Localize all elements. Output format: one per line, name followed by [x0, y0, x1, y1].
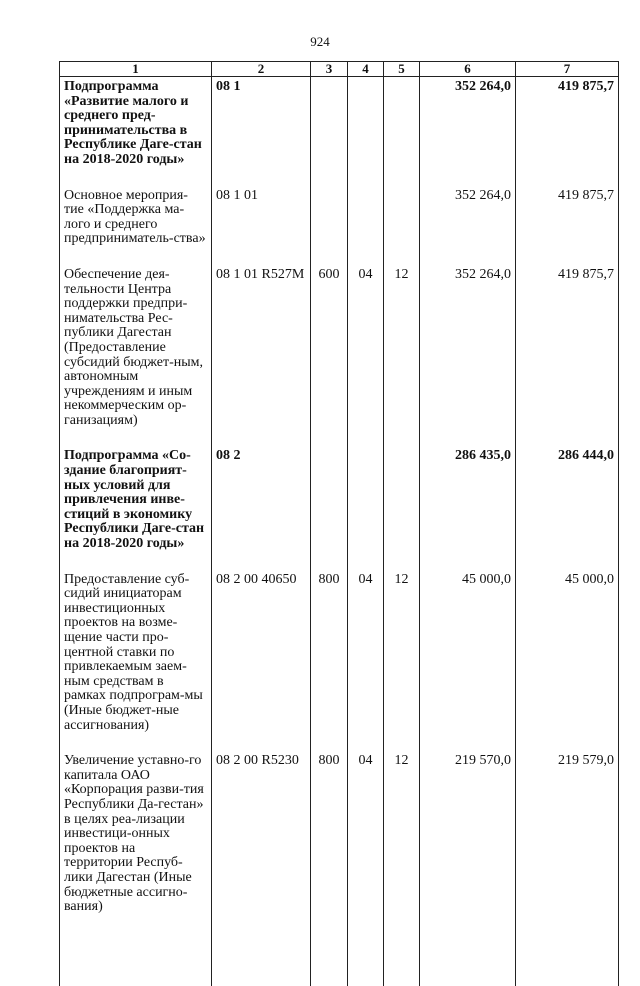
- row-value-6: 45 000,0: [420, 570, 516, 752]
- column-header: 2: [212, 62, 311, 77]
- row-value-7: 419 875,7: [516, 186, 619, 265]
- row-name: Подпрограмма «Развитие малого и среднего пред-принимательства в Республике Даге-стан на 2018-2020 годы»: [60, 77, 212, 186]
- row-col3: [311, 446, 348, 569]
- column-header: 7: [516, 62, 619, 77]
- row-col5: [384, 77, 420, 186]
- row-col3: 800: [311, 570, 348, 752]
- column-header: 3: [311, 62, 348, 77]
- row-code: 08 2 00 40650: [212, 570, 311, 752]
- row-value-7: 419 875,7: [516, 77, 619, 186]
- row-col5: [384, 446, 420, 569]
- row-code: 08 1 01 R527M: [212, 265, 311, 447]
- row-name: Основное мероприя-тие «Поддержка ма-лого и среднего предприниматель-ства»: [60, 186, 212, 265]
- row-col3: [311, 77, 348, 186]
- row-name: Предоставление суб-сидий инициаторам инвестиционных проектов на возме-щение части про-центной ставки по привлекаемым заем-ным средствам в рамках подпрограм-мы (Иные бюджет-ные ассигнования): [60, 570, 212, 752]
- row-col5: 12: [384, 570, 420, 752]
- row-col5: 12: [384, 265, 420, 447]
- row-col4: [348, 446, 384, 569]
- table-row: [60, 446, 619, 569]
- row-name: Увеличение уставно-го капитала ОАО «Корпорация разви-тия Республики Да-гестан» в целях реа-лизации инвестици-онных проектов на территории Респуб-лики Дагестан (Иные бюджетные ассигно-вания): [60, 751, 212, 986]
- row-value-6: 286 435,0: [420, 446, 516, 569]
- row-col4: [348, 186, 384, 265]
- column-header: 6: [420, 62, 516, 77]
- row-code: 08 1 01: [212, 186, 311, 265]
- row-col4: 04: [348, 265, 384, 447]
- row-value-7: 286 444,0: [516, 446, 619, 569]
- row-col4: 04: [348, 570, 384, 752]
- row-name: Подпрограмма «Со-здание благоприят-ных условий для привлечения инве-стиций в экономику Республики Даге-стан на 2018-2020 годы»: [60, 446, 212, 569]
- table-row: [60, 186, 619, 265]
- row-col3: 800: [311, 751, 348, 986]
- row-value-6: 352 264,0: [420, 77, 516, 186]
- table-row: [60, 570, 619, 752]
- row-code: 08 1: [212, 77, 311, 186]
- row-col4: 04: [348, 751, 384, 986]
- header-row: [60, 62, 619, 77]
- row-code: 08 2 00 R5230: [212, 751, 311, 986]
- page-number: 924: [310, 34, 330, 49]
- row-col4: [348, 77, 384, 186]
- row-code: 08 2: [212, 446, 311, 569]
- row-value-6: 352 264,0: [420, 186, 516, 265]
- row-col5: [384, 186, 420, 265]
- row-col5: 12: [384, 751, 420, 986]
- budget-table: [59, 61, 619, 986]
- row-value-6: 352 264,0: [420, 265, 516, 447]
- row-col3: 600: [311, 265, 348, 447]
- table-row: [60, 77, 619, 186]
- row-value-7: 219 579,0: [516, 751, 619, 986]
- table-row: [60, 751, 619, 986]
- table-row: [60, 265, 619, 447]
- column-header: 1: [60, 62, 212, 77]
- column-header: 5: [384, 62, 420, 77]
- row-value-7: 419 875,7: [516, 265, 619, 447]
- row-name: Обеспечение дея-тельности Центра поддержки предпри-нимательства Рес-публики Дагестан (Предоставление субсидий бюджет-ным, автономным учреждениям и иным некоммерческим ор-ганизациям): [60, 265, 212, 447]
- row-value-6: 219 570,0: [420, 751, 516, 986]
- row-value-7: 45 000,0: [516, 570, 619, 752]
- column-header: 4: [348, 62, 384, 77]
- row-col3: [311, 186, 348, 265]
